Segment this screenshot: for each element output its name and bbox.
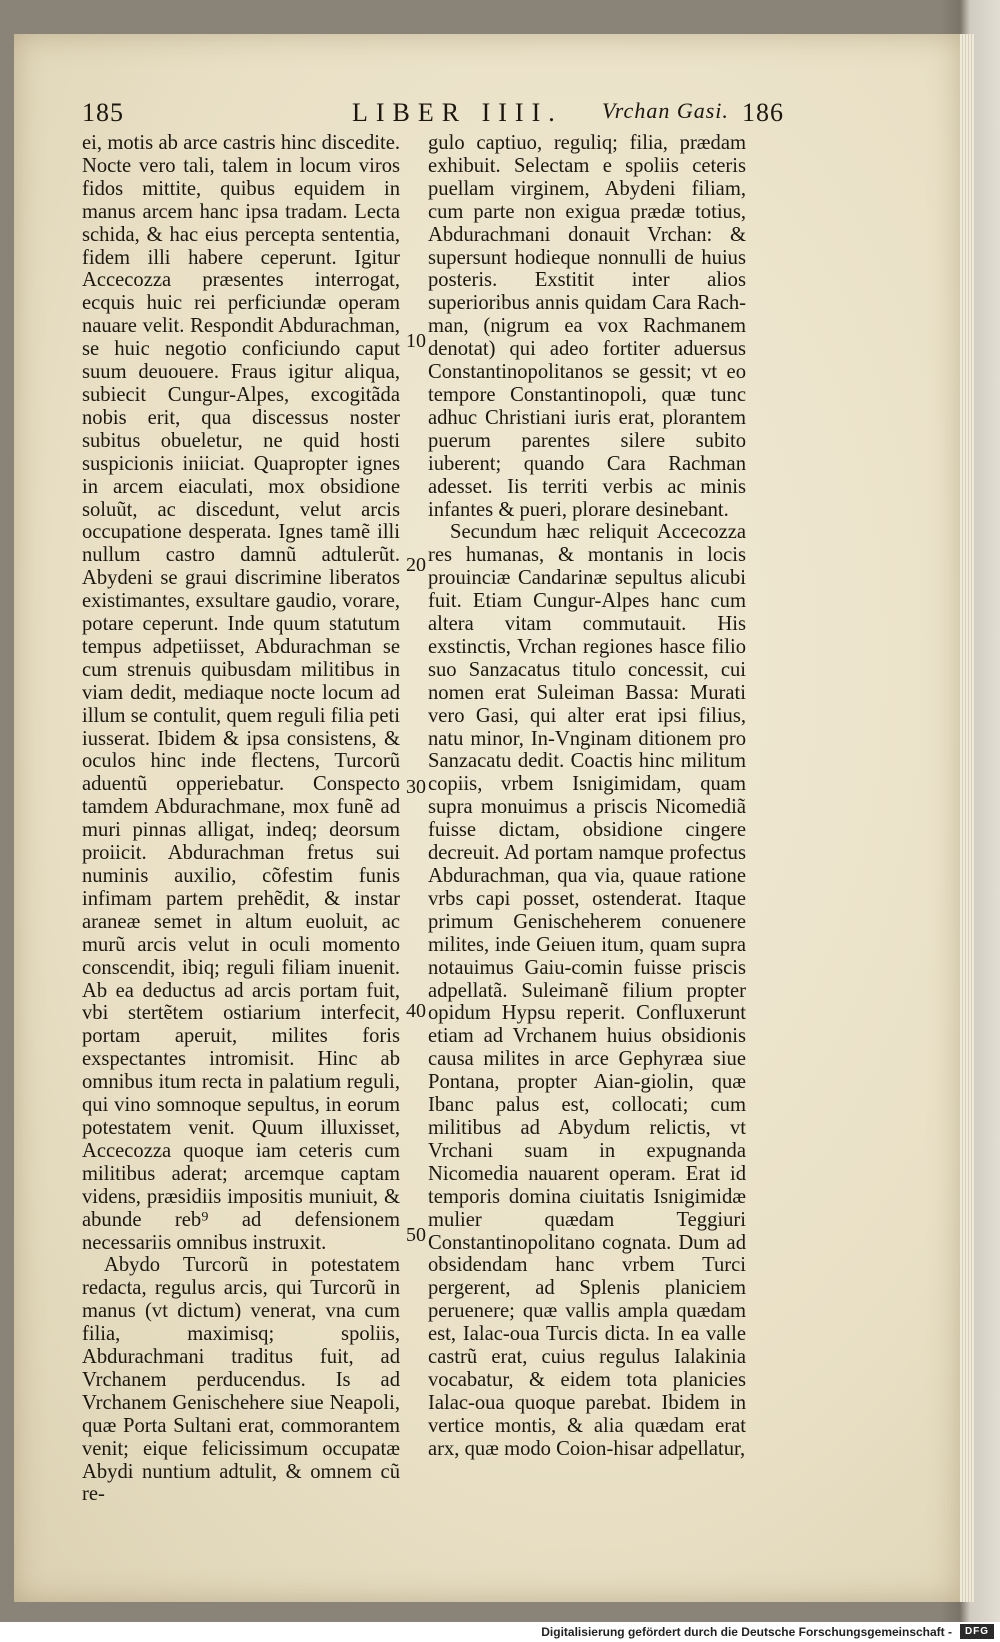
paragraph: gulo captiuo, reguliq; filia, prædam exhibuit. Selectam e spoliis ceteris puellam virginem, Abydeni filiam, cum parte non exigua prædæ totius, Abdurachmani donauit Vrchan: & supersunt hodieque nonnulli de huius posteris. Exstitit inter alios superioribus annis quidam Cara Rach-man, (nigrum ea vox Rachmanem denotat) qui adeo fortiter aduersus Constantinopolitanos se gessit; vt eo tempore Constantinopoli, quæ tunc adhuc Christiani iuris erat, plorantem puerum parentes silere subito iuberent; quando Cara Rachman adesset. Iis territi verbis ac minis infantes & pueri, plorare desinebant. — [428, 132, 746, 521]
text-column-right — [428, 132, 746, 1461]
line-number: 40 — [406, 1000, 426, 1022]
footer-credit: Digitalisierung gefördert durch die Deutsche Forschungsgemeinschaft - — [541, 1625, 952, 1639]
line-number: 10 — [406, 330, 426, 352]
line-number: 20 — [406, 554, 426, 576]
line-number: 30 — [406, 776, 426, 798]
line-number: 50 — [406, 1224, 426, 1246]
paragraph: Secundum hæc reliquit Accecozza res humanas, & montanis in locis prouinciæ Candarinæ sepultus alicubi fuit. Etiam Cungur-Alpes hanc cum altera vitam commutauit. His exstinctis, Vrchan regiones hasce filio suo Sanzacatus titulo concessit, cui nomen erat Suleiman Bassa: Murati vero Gasi, qui alter erat ipsi filius, natu minor, In-Vnginam ditionem pro Sanzacatu dedit. Coactis hinc militum copiis, vrbem Isnigimidam, quam supra monuimus a priscis Nicomediã fuisse dictam, obsidione cingere decreuit. Ad portam namque profectus Abdurachman, qua via, quaue ratione vrbs capi posset, ostenderat. Itaque primum Genischeherem conuenere milites, inde Geiuen itum, quam supra notauimus Gaiu-comin fuisse priscis adpellatã. Suleimanẽ filium propter opidum Hypsu reperit. Confluxerunt etiam ad Vrchanem huius obsidionis causa milites in arce Gephyræa siue Pontana, propter Aian-giolin, quæ Ibanc palus est, collocati; cum militibus ad Abydum relictis, vt Vrchani suam in expugnanda Nicomedia nauarent operam. Erat id temporis domina ciuitatis Isnigimidæ mulier quædam Teggiuri Constantinopolitano cognata. Dum ad obsidendam hanc vrbem Turci pergerent, ad Splenis planiciem peruenere; quæ vallis ampla quædam est, Ialac-oua Turcis dicta. In ea valle castrũ erat, cuius regulus Ialakinia vocabatur, & eidem tota planicies Ialac-oua quoque parebat. Ibidem in vertice montis, & alia quædam erat arx, quæ modo Coion-hisar adpellatur, — [428, 521, 746, 1460]
paragraph: Abydo Turcorũ in potestatem redacta, regulus arcis, qui Turcorũ in manus (vt dictum) venerat, vna cum filia, maximisq; spoliis, Abdurachmani traditus fuit, ad Vrchanem perducendus. Is ad Vrchanem Genischehere siue Neapoli, quæ Porta Sultani erat, commorantem venit; eique felicissimum occupatæ Abydi nuntium adtulit, & omnem cũ re- — [82, 1254, 400, 1506]
page-edges — [960, 34, 974, 1602]
page-number-right: 186 — [742, 98, 784, 127]
running-head — [82, 98, 782, 134]
page-number-left: 185 — [82, 98, 124, 127]
paragraph: ei, motis ab arce castris hinc discedite. Nocte vero tali, talem in locum viros fidos mittite, quibus equidem in manus arcem hanc ipsa tradam. Lecta schida, & hac eius percepta sententia, fidem illi habere ceperunt. Igitur Accecozza præsentes interrogat, ecquis huic rei perficiundæ operam nauare velit. Respondit Abdurachman, se huic negotio conficiundo caput suum deuouere. Fraus igitur aliqua, subiecit Cungur-Alpes, excogitãda nobis erit, qua discessus noster subitus obueletur, ne quid hosti suspicionis iniiciat. Quapropter ignes in arcem eiaculati, mox obsidione soluũt, ac discedunt, velut arcis occupatione desperata. Ignes tamẽ illi nullum castro damnũ adtulerũt. Abydeni se graui discrimine liberatos existimantes, exsultare gaudio, vorare, potare ceperunt. Inde quum statutum tempus adpetiisset, Abdurachman se cum strenuis quibusdam militibus in viam dedit, mediaque nocte locum ad illum se contulit, quem reguli filia peti iusserat. Ibidem & ipsa consistens, & oculos hinc inde flectens, Turcorũ aduentũ opperiebatur. Conspecto tamdem Abdurachmane, mox funẽ ad muri pinnas alligat, indeq; deorsum proiicit. Abdurachman fretus sui numinis auxilio, cõfestim funis infimam partem prehẽdit, & instar araneæ semet in altum euoluit, ac murũ arcis velut in oculi momento conscendit, ibiq; reguli filiam inuenit. Ab ea deductus ad arcis portam fuit, vbi stertẽtem ostiarium interfecit, portam aperuit, milites foris exspectantes intromisit. Hinc ab omnibus itum recta in palatium reguli, qui vino somnoque sepultus, in eorum potestatem venit. Quum illuxisset, Accecozza quoque iam ceteris cum militibus aderat; arcemque captam videns, præsidiis impositis muniuit, & abunde reb⁹ ad defensionem necessariis omnibus instruxit. — [82, 132, 400, 1254]
dfg-logo: DFG — [960, 1624, 994, 1639]
text-column-left — [82, 132, 400, 1506]
section-title: Vrchan Gasi. — [602, 98, 729, 123]
footer — [0, 1622, 1000, 1642]
book-title: LIBER IIII. — [352, 98, 563, 127]
